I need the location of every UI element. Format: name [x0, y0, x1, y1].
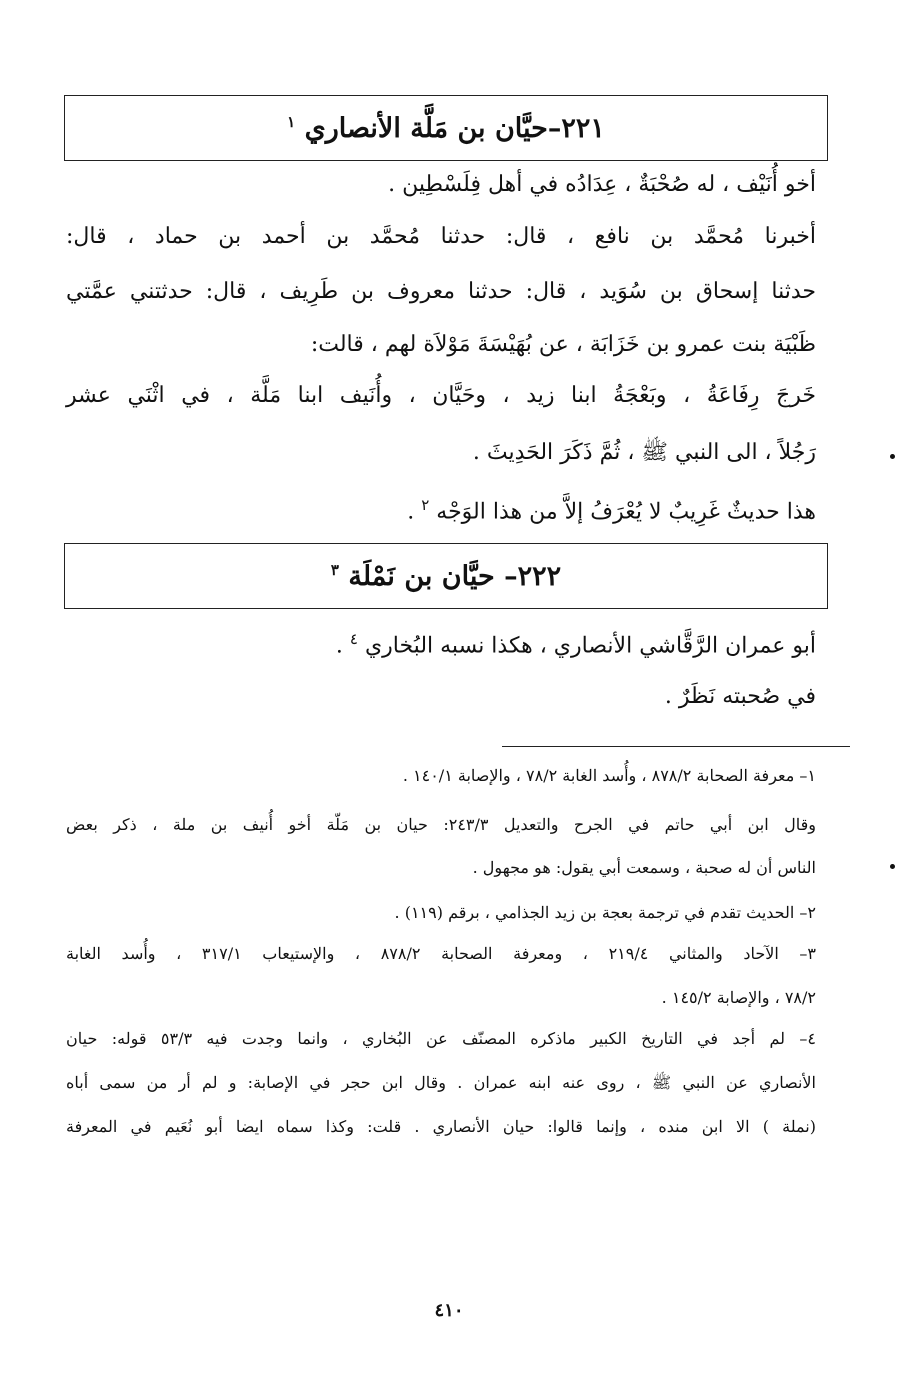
footnote-line-2: وقال ابن أبي حاتم في الجرح والتعديل ٢٤٣/٣: حيان بن مَلّة أخو أُنيف بن ملة ، ذكر بعض [66, 815, 816, 834]
entry-221-line-5: خَرجَ رِفَاعَةُ ، وبَعْجَةُ ابنا زيد ، وحَيَّان ، وأُنَيف ابنا مَلَّة ، في اثْنَي عشر [66, 383, 816, 408]
page-number: ٤١٠ [434, 1300, 464, 1321]
entry-222-title: ٢٢٢– حيَّان بن نَمْلَة $^٣$ [330, 560, 562, 592]
entry-221-title: ٢٢١–حيَّان بن مَلَّة الأنصاري $^١$ [287, 112, 605, 144]
entry-221-line-2: أخبرنا مُحمَّد بن نافع ، قال: حدثنا مُحمَّد بن أحمد بن حماد ، قال: [66, 224, 816, 249]
footnote-line-6: ٧٨/٢ ، والإصابة ١٤٥/٢ . [661, 988, 816, 1007]
footnote-ref-1: ١ [287, 112, 296, 131]
footnote-ref-3: ٣ [330, 560, 339, 579]
entry-221-line-3: حدثنا إسحاق بن سُوَيد ، قال: حدثنا معروف بن طَرِيف ، قال: حدثتني عمَّتي [66, 279, 816, 304]
footnote-line-7: ٤– لم أجد في التاريخ الكبير ماذكره المصنّف عن البُخاري ، وانما وجدت فيه ٥٣/٣ قوله: حيان [66, 1029, 816, 1048]
footnote-line-3: الناس أن له صحبة ، وسمعت أبي يقول: هو مجهول . [472, 858, 816, 877]
footnote-separator [502, 746, 850, 747]
footnote-line-1: ١– معرفة الصحابة ٨٧٨/٢ ، وأُسد الغابة ٧٨/٢ ، والإصابة ١٤٠/١ . [402, 766, 816, 785]
footnote-line-5: ٣– الآحاد والمثاني ٢١٩/٤ ، ومعرفة الصحابة ٨٧٨/٢ ، والإستيعاب ٣١٧/١ ، وأُسد الغابة [66, 944, 817, 963]
entry-221-line-4: ظَبْيَة بنت عمرو بن خَزَابَة ، عن بُهَيْسَةَ مَوْلاَة لهم ، قالت: [310, 332, 816, 357]
entry-221-line-7: هذا حديثٌ غَرِيبٌ لا يُعْرَفُ إلاَّ من هذا الوَجْه $^٢$ . [407, 496, 816, 525]
entry-222-line-2: في صُحبته نَظَرٌ . [664, 684, 816, 709]
entry-221-line-6: رَجُلاً ، الى النبي ﷺ ، ثُمَّ ذَكَرَ الحَدِيثَ . [472, 440, 816, 465]
entry-222-heading-box [64, 543, 828, 609]
entry-222-line-1: أبو عمران الرَّقَّاشي الأنصاري ، هكذا نسبه البُخاري $^٤$ . [335, 630, 816, 659]
entry-221-heading-box [64, 95, 828, 161]
entry-221-line-1: أخو أُنَيْف ، له صُحْبَةٌ ، عِدَادُه في أهل فِلَسْطِين . [388, 172, 816, 197]
footnote-ref-2: ٢ [421, 496, 430, 514]
scan-mark-dot [890, 864, 895, 869]
footnote-ref-4: ٤ [349, 630, 358, 648]
footnote-line-4: ٢– الحديث تقدم في ترجمة بعجة بن زيد الجذامي ، برقم (١١٩) . [394, 903, 816, 922]
footnote-line-8: الأنصاري عن النبي ﷺ ، روى عنه ابنه عمران . وقال ابن حجر في الإصابة: و لم أر من سمى أباه [66, 1073, 817, 1092]
footnote-line-9: (نملة ) الا ابن منده ، وإنما قالوا: حيان الأنصاري . قلت: وكذا سماه ايضا أبو نُعَيم في المعرفة [66, 1117, 816, 1136]
scan-mark-dot [890, 454, 895, 459]
